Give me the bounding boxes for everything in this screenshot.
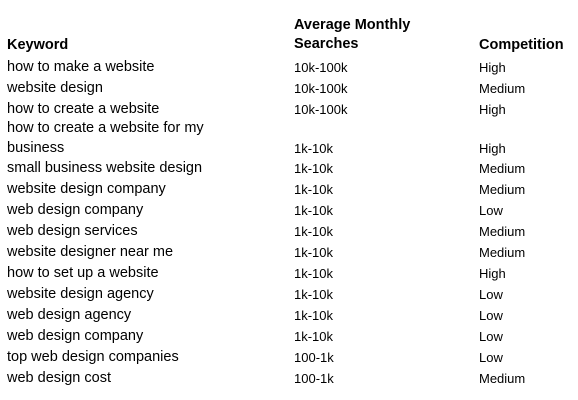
searches-cell: 100-1k bbox=[294, 350, 334, 365]
table-row bbox=[0, 100, 578, 121]
competition-cell: High bbox=[479, 141, 506, 156]
table-row bbox=[0, 306, 578, 327]
keyword-cell: web design agency bbox=[7, 307, 132, 323]
searches-cell: 1k-10k bbox=[294, 308, 334, 323]
table-row bbox=[0, 369, 578, 390]
table-row bbox=[0, 348, 578, 369]
searches-cell: 100-1k bbox=[294, 371, 334, 386]
competition-cell: Medium bbox=[479, 245, 526, 260]
keyword-cell: how to make a website bbox=[7, 59, 155, 75]
keyword-cell: small business website design bbox=[7, 160, 203, 176]
keyword-cell: web design services bbox=[7, 223, 138, 239]
competition-cell: Low bbox=[479, 308, 503, 323]
keyword-cell: how to create a website for my business bbox=[7, 120, 204, 156]
keyword-cell: website designer near me bbox=[7, 244, 174, 260]
searches-cell: 1k-10k bbox=[294, 182, 334, 197]
table-row bbox=[0, 119, 578, 159]
searches-cell: 1k-10k bbox=[294, 287, 334, 302]
competition-cell: Low bbox=[479, 350, 503, 365]
table-row bbox=[0, 285, 578, 306]
keyword-cell: top web design companies bbox=[7, 349, 179, 365]
header-searches-text: Average Monthly Searches bbox=[294, 17, 411, 52]
competition-cell: Medium bbox=[479, 81, 526, 96]
competition-cell: Medium bbox=[479, 161, 526, 176]
keyword-cell: web design company bbox=[7, 328, 144, 344]
header-average-monthly-searches bbox=[294, 16, 444, 54]
searches-cell: 10k-100k bbox=[294, 60, 348, 75]
table-row bbox=[0, 180, 578, 201]
keyword-cell: web design company bbox=[7, 202, 144, 218]
competition-cell: Medium bbox=[479, 371, 526, 386]
keyword-cell: how to create a website bbox=[7, 101, 160, 117]
searches-cell: 1k-10k bbox=[294, 203, 334, 218]
competition-cell: Low bbox=[479, 329, 503, 344]
table-row bbox=[0, 201, 578, 222]
table-row bbox=[0, 264, 578, 285]
keyword-cell: website design bbox=[7, 80, 103, 96]
keyword-cell: website design agency bbox=[7, 286, 154, 302]
header-competition: Competition bbox=[479, 37, 564, 53]
competition-cell: Medium bbox=[479, 224, 526, 239]
competition-cell: Medium bbox=[479, 182, 526, 197]
table-row bbox=[0, 222, 578, 243]
competition-cell: High bbox=[479, 266, 506, 281]
table-row bbox=[0, 159, 578, 180]
searches-cell: 1k-10k bbox=[294, 266, 334, 281]
table-row bbox=[0, 79, 578, 100]
searches-cell: 1k-10k bbox=[294, 141, 334, 156]
searches-cell: 1k-10k bbox=[294, 224, 334, 239]
keyword-cell: how to set up a website bbox=[7, 265, 159, 281]
keyword-cell: website design company bbox=[7, 181, 166, 197]
competition-cell: High bbox=[479, 60, 506, 75]
searches-cell: 1k-10k bbox=[294, 245, 334, 260]
competition-cell: Low bbox=[479, 287, 503, 302]
competition-cell: Low bbox=[479, 203, 503, 218]
searches-cell: 10k-100k bbox=[294, 102, 348, 117]
searches-cell: 10k-100k bbox=[294, 81, 348, 96]
table-row bbox=[0, 58, 578, 79]
competition-cell: High bbox=[479, 102, 506, 117]
searches-cell: 1k-10k bbox=[294, 161, 334, 176]
header-keyword: Keyword bbox=[7, 37, 69, 53]
searches-cell: 1k-10k bbox=[294, 329, 334, 344]
table-row bbox=[0, 327, 578, 348]
keyword-cell: web design cost bbox=[7, 370, 111, 386]
table-row bbox=[0, 243, 578, 264]
